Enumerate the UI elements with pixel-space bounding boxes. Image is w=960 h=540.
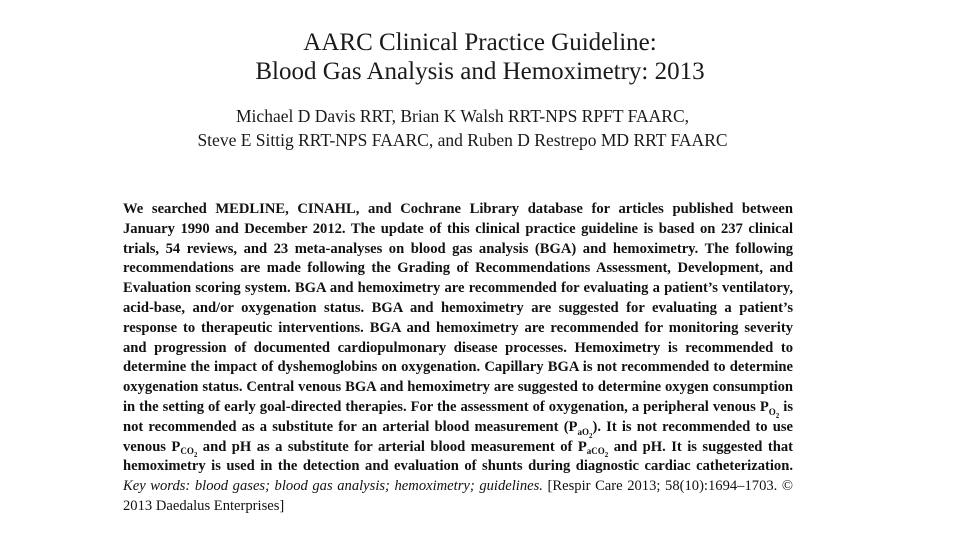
authors-line-1: Michael D Davis RRT, Brian K Walsh RRT-NPS RPFT FAARC, xyxy=(236,106,689,126)
abstract-text-3: ). It is not recommended to use venous P xyxy=(123,418,793,455)
subscript-pao2: aO2 xyxy=(577,426,593,440)
keywords: Key words: blood gases; blood gas analysis; hemoximetry; guidelines. xyxy=(123,478,543,495)
authors-line-2: Steve E Sittig RRT-NPS FAARC, and Ruben D Restrepo MD RRT FAARC xyxy=(197,130,728,150)
abstract-text-5: and pH. It is suggested that hemoximetry is used in the detection and evaluation of shunts during diagnostic cardiac catheterization. xyxy=(123,438,793,475)
article-title xyxy=(0,28,960,86)
title-line-2: Blood Gas Analysis and Hemoximetry: 2013 xyxy=(255,58,705,85)
subscript-po2: O2 xyxy=(768,406,780,420)
subscript-pco2: CO2 xyxy=(180,446,198,460)
abstract-text-1: We searched MEDLINE, CINAHL, and Cochrane Library database for articles published between January 1990 and December 2012. The update of this clinical practice guideline is based on 237 clinical trials, 54 reviews, and 23 meta-analyses on blood gas analysis (BGA) and hemoximetry. The following recommendations are made following the Grading of Recommendations Assessment, Development, and Evaluation scoring system. BGA and hemoximetry are recommended for evaluating a patient’s ventilatory, acid-base, and/or oxygenation status. BGA and hemoximetry are suggested for evaluating a patient’s response to therapeutic interventions. BGA and hemoximetry are recommended for monitoring severity and progression of documented cardiopulmonary disease processes. Hemoximetry is recommended to determine the impact of dyshemoglobins on oxygenation. Capillary BGA is not recommended to determine oxygenation status. Central venous BGA and hemoximetry are suggested to determine oxygen consumption in the setting of early goal-directed therapies. For the assessment of oxygenation, a peripheral venous P xyxy=(123,201,793,415)
abstract-text-2: is not recommended as a substitute for an arterial blood measurement (P xyxy=(123,398,793,435)
abstract-body xyxy=(123,201,793,474)
title-line-1: AARC Clinical Practice Guideline: xyxy=(303,29,657,56)
abstract xyxy=(123,200,793,517)
author-list xyxy=(0,104,925,152)
citation: [Respir Care 2013; 58(10):1694–1703. © 2013 Daedalus Enterprises] xyxy=(123,478,793,514)
subscript-paco2: aCO2 xyxy=(586,446,609,460)
abstract-text-4: and pH as a substitute for arterial blood measurement of P xyxy=(197,438,587,455)
